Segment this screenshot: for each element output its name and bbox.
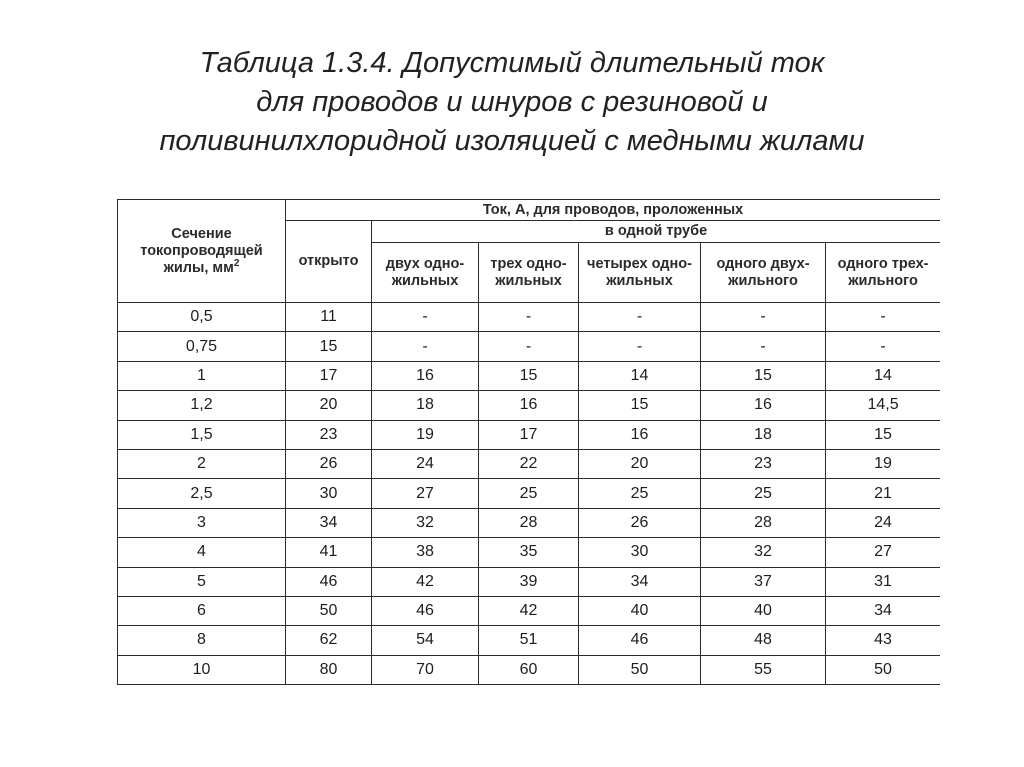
current-cell: 18 xyxy=(701,420,826,449)
table-row xyxy=(118,626,941,655)
current-cell: 27 xyxy=(826,538,941,567)
current-cell: 15 xyxy=(701,361,826,390)
current-cell: 46 xyxy=(372,596,479,625)
current-cell: - xyxy=(826,332,941,361)
current-cell: 21 xyxy=(826,479,941,508)
current-cell: 30 xyxy=(579,538,701,567)
current-cell: 35 xyxy=(479,538,579,567)
current-cell: 41 xyxy=(286,538,372,567)
table-row xyxy=(118,332,941,361)
current-cell: 30 xyxy=(286,479,372,508)
current-cell: 62 xyxy=(286,626,372,655)
current-cell: 28 xyxy=(479,508,579,537)
column-header-2: трех одно- жильных xyxy=(479,243,579,303)
current-cell: - xyxy=(826,303,941,332)
table-row xyxy=(118,479,941,508)
current-cell: 16 xyxy=(479,391,579,420)
current-cell: 28 xyxy=(701,508,826,537)
current-cell: 22 xyxy=(479,449,579,478)
current-cell: 23 xyxy=(701,449,826,478)
current-cell: 51 xyxy=(479,626,579,655)
current-cell: 16 xyxy=(372,361,479,390)
current-cell: 32 xyxy=(372,508,479,537)
table-row xyxy=(118,449,941,478)
table-row xyxy=(118,303,941,332)
current-cell: 25 xyxy=(701,479,826,508)
current-cell: 15 xyxy=(286,332,372,361)
current-cell: 19 xyxy=(826,449,941,478)
current-cell: 25 xyxy=(479,479,579,508)
header-current: Ток, А, для проводов, проложенных xyxy=(286,200,941,221)
current-cell: 42 xyxy=(372,567,479,596)
current-cell: 38 xyxy=(372,538,479,567)
table-row xyxy=(118,596,941,625)
current-cell: 26 xyxy=(286,449,372,478)
current-cell: 50 xyxy=(826,655,941,684)
section-cell: 1 xyxy=(118,361,286,390)
current-cell: 24 xyxy=(826,508,941,537)
current-cell: 16 xyxy=(579,420,701,449)
section-cell: 5 xyxy=(118,567,286,596)
current-cell: 31 xyxy=(826,567,941,596)
current-cell: 46 xyxy=(579,626,701,655)
table-row xyxy=(118,567,941,596)
section-cell: 2,5 xyxy=(118,479,286,508)
title-line-2: для проводов и шнуров с резиновой и xyxy=(256,86,768,118)
current-cell: 39 xyxy=(479,567,579,596)
header-in-pipe: в одной трубе xyxy=(372,221,941,243)
current-cell: 55 xyxy=(701,655,826,684)
current-cell: 17 xyxy=(479,420,579,449)
current-cell: 54 xyxy=(372,626,479,655)
current-cell: 50 xyxy=(579,655,701,684)
header-section-text: Сечение токопроводящей жилы, мм xyxy=(140,225,263,276)
current-cell: - xyxy=(701,303,826,332)
current-cell: 42 xyxy=(479,596,579,625)
current-cell: 46 xyxy=(286,567,372,596)
column-header-1: двух одно- жильных xyxy=(372,243,479,303)
section-cell: 0,5 xyxy=(118,303,286,332)
current-cell: - xyxy=(479,332,579,361)
current-cell: 43 xyxy=(826,626,941,655)
current-cell: 34 xyxy=(579,567,701,596)
section-cell: 0,75 xyxy=(118,332,286,361)
current-cell: - xyxy=(372,303,479,332)
current-cell: 40 xyxy=(701,596,826,625)
current-cell: 14 xyxy=(826,361,941,390)
current-cell: 70 xyxy=(372,655,479,684)
current-cell: - xyxy=(701,332,826,361)
current-cell: 32 xyxy=(701,538,826,567)
section-cell: 10 xyxy=(118,655,286,684)
table-row xyxy=(118,655,941,684)
current-cell: 15 xyxy=(579,391,701,420)
table-body xyxy=(118,303,941,685)
current-cell: 14 xyxy=(579,361,701,390)
title-line-1: Таблица 1.3.4. Допустимый длительный ток xyxy=(199,47,825,79)
table-container xyxy=(117,199,940,705)
current-cell: 11 xyxy=(286,303,372,332)
current-cell: 19 xyxy=(372,420,479,449)
current-cell: 23 xyxy=(286,420,372,449)
current-cell: 50 xyxy=(286,596,372,625)
column-header-4: одного двух- жильного xyxy=(701,243,826,303)
section-cell: 1,2 xyxy=(118,391,286,420)
current-cell: - xyxy=(372,332,479,361)
column-header-5: одного трех- жильного xyxy=(826,243,941,303)
table-title xyxy=(0,44,1024,161)
current-cell: 26 xyxy=(579,508,701,537)
current-cell: 15 xyxy=(826,420,941,449)
current-cell: 60 xyxy=(479,655,579,684)
section-cell: 2 xyxy=(118,449,286,478)
current-cell: - xyxy=(579,332,701,361)
table-row xyxy=(118,361,941,390)
current-cell: 37 xyxy=(701,567,826,596)
current-cell: 34 xyxy=(286,508,372,537)
current-cell: 20 xyxy=(579,449,701,478)
column-header-3: четырех одно- жильных xyxy=(579,243,701,303)
current-cell: 27 xyxy=(372,479,479,508)
table-row xyxy=(118,420,941,449)
current-cell: 40 xyxy=(579,596,701,625)
section-cell: 3 xyxy=(118,508,286,537)
section-cell: 6 xyxy=(118,596,286,625)
current-cell: 25 xyxy=(579,479,701,508)
header-section xyxy=(118,200,286,303)
section-cell: 1,5 xyxy=(118,420,286,449)
current-cell: 24 xyxy=(372,449,479,478)
table-row xyxy=(118,391,941,420)
current-cell: 18 xyxy=(372,391,479,420)
current-table xyxy=(117,199,940,685)
current-cell: 17 xyxy=(286,361,372,390)
table-row xyxy=(118,508,941,537)
title-line-3: поливинилхлоридной изоляцией с медными жилами xyxy=(159,125,865,157)
header-open: открыто xyxy=(286,221,372,303)
header-section-sup: 2 xyxy=(233,257,240,269)
current-cell: - xyxy=(579,303,701,332)
current-cell: 34 xyxy=(826,596,941,625)
section-cell: 8 xyxy=(118,626,286,655)
section-cell: 4 xyxy=(118,538,286,567)
current-cell: 20 xyxy=(286,391,372,420)
current-cell: 15 xyxy=(479,361,579,390)
current-cell: 48 xyxy=(701,626,826,655)
current-cell: 14,5 xyxy=(826,391,941,420)
current-cell: - xyxy=(479,303,579,332)
table-row xyxy=(118,538,941,567)
current-cell: 80 xyxy=(286,655,372,684)
current-cell: 16 xyxy=(701,391,826,420)
